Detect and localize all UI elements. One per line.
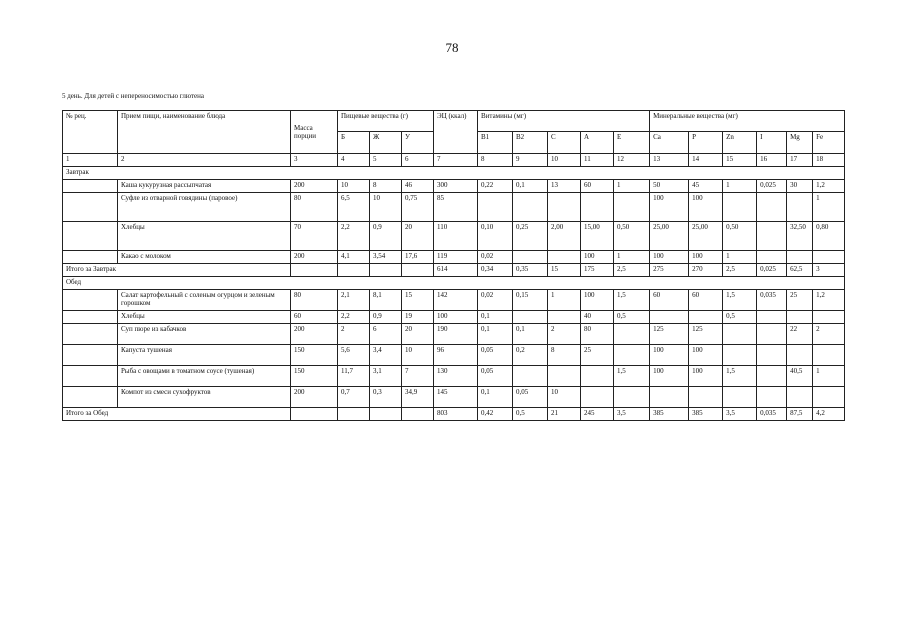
value-cell: 80 [581,324,614,345]
value-cell: 130 [434,366,478,387]
value-cell: 1 [813,366,845,387]
value-cell: 0,02 [478,290,513,311]
value-cell [548,366,581,387]
total-value: 3 [813,264,845,277]
value-cell: 150 [291,345,338,366]
total-value: 803 [434,408,478,421]
total-value: 62,5 [787,264,813,277]
table-row [63,366,845,387]
empty-cell [370,264,402,277]
subheader-cell: B1 [478,132,513,154]
empty-cell [338,264,370,277]
page-number: 78 [445,40,459,55]
value-cell [581,193,614,222]
value-cell: 6,5 [338,193,370,222]
value-cell: 145 [434,387,478,408]
value-cell: 200 [291,180,338,193]
value-cell: 2,00 [548,222,581,251]
total-value: 175 [581,264,614,277]
column-number: 4 [338,154,370,167]
value-cell: 25,00 [650,222,689,251]
value-cell: 0,25 [513,222,548,251]
value-cell [478,193,513,222]
table-row [63,222,845,251]
value-cell: 0,22 [478,180,513,193]
value-cell: 70 [291,222,338,251]
column-number: 8 [478,154,513,167]
column-number: 17 [787,154,813,167]
total-value: 270 [689,264,723,277]
empty-cell [291,264,338,277]
table-row [63,251,845,264]
dish-name: Рыба с овощами в томатном соусе (тушеная) [118,366,291,387]
value-cell: 85 [434,193,478,222]
value-cell [757,345,787,366]
value-cell: 200 [291,324,338,345]
value-cell: 17,6 [402,251,434,264]
value-cell: 100 [650,366,689,387]
value-cell [614,193,650,222]
total-value: 0,34 [478,264,513,277]
value-cell: 1 [723,180,757,193]
value-cell: 1 [548,290,581,311]
value-cell [650,387,689,408]
empty-cell [291,408,338,421]
value-cell: 2 [338,324,370,345]
value-cell: 96 [434,345,478,366]
value-cell: 125 [689,324,723,345]
subheader-cell: I [757,132,787,154]
value-cell: 25 [787,290,813,311]
column-number: 6 [402,154,434,167]
value-cell: 40,5 [787,366,813,387]
subheader-cell: Ж [370,132,402,154]
value-cell: 6 [370,324,402,345]
value-cell [548,251,581,264]
value-cell [513,251,548,264]
dish-name: Суп пюре из кабачков [118,324,291,345]
value-cell [723,193,757,222]
value-cell: 0,1 [478,311,513,324]
dish-name: Хлебцы [118,311,291,324]
value-cell: 100 [650,251,689,264]
value-cell [548,193,581,222]
value-cell: 8 [370,180,402,193]
total-value: 2,5 [614,264,650,277]
total-value: 245 [581,408,614,421]
column-number: 2 [118,154,291,167]
table-row [63,324,845,345]
breakfast-section [63,167,845,277]
value-cell: 1,5 [723,290,757,311]
value-cell: 20 [402,222,434,251]
column-number: 10 [548,154,581,167]
total-value: 0,42 [478,408,513,421]
value-cell: 10 [548,387,581,408]
empty-cell [402,408,434,421]
total-value: 2,5 [723,264,757,277]
value-cell [757,311,787,324]
column-number: 15 [723,154,757,167]
value-cell: 10 [370,193,402,222]
dish-name: Какао с молоком [118,251,291,264]
value-cell: 0,1 [478,324,513,345]
value-cell [787,345,813,366]
value-cell [813,251,845,264]
value-cell: 1 [614,251,650,264]
dish-name: Каша кукурузная рассыпчатая [118,180,291,193]
value-cell: 0,1 [513,180,548,193]
section-header-row [63,277,845,290]
subheader-cell: Ca [650,132,689,154]
total-value: 87,5 [787,408,813,421]
table-row [63,193,845,222]
value-cell [757,251,787,264]
subheader-cell: Б [338,132,370,154]
value-cell [581,366,614,387]
total-value: 614 [434,264,478,277]
value-cell: 2 [813,324,845,345]
total-value: 275 [650,264,689,277]
recipe-number [63,387,118,408]
value-cell: 125 [650,324,689,345]
value-cell: 142 [434,290,478,311]
recipe-number [63,345,118,366]
value-cell: 0,9 [370,222,402,251]
dish-name: Суфле из отварной говядины (паровое) [118,193,291,222]
value-cell: 119 [434,251,478,264]
value-cell [614,387,650,408]
value-cell: 80 [291,290,338,311]
value-cell: 30 [787,180,813,193]
value-cell [513,193,548,222]
value-cell [757,193,787,222]
value-cell [787,387,813,408]
header-nutrients: Пищевые вещества (г) [338,111,434,132]
value-cell: 32,50 [787,222,813,251]
subheader-cell: Zn [723,132,757,154]
value-cell: 11,7 [338,366,370,387]
value-cell: 7 [402,366,434,387]
total-label: Итого за Обед [63,408,291,421]
recipe-number [63,222,118,251]
total-value: 0,035 [757,408,787,421]
value-cell: 0,15 [513,290,548,311]
subheader-cell: C [548,132,581,154]
value-cell [787,193,813,222]
value-cell [723,324,757,345]
column-number: 18 [813,154,845,167]
value-cell: 25 [581,345,614,366]
value-cell: 15,00 [581,222,614,251]
value-cell: 4,1 [338,251,370,264]
empty-cell [402,264,434,277]
total-value: 3,5 [723,408,757,421]
value-cell: 0,05 [478,366,513,387]
value-cell [813,387,845,408]
table-row [63,290,845,311]
value-cell: 1,2 [813,290,845,311]
value-cell [757,222,787,251]
subheader-cell: E [614,132,650,154]
header-energy: ЭЦ (ккал) [434,111,478,154]
header-vitamins: Витамины (мг) [478,111,650,132]
value-cell: 45 [689,180,723,193]
value-cell [614,345,650,366]
value-cell: 300 [434,180,478,193]
value-cell: 0,2 [513,345,548,366]
value-cell: 100 [689,193,723,222]
value-cell [813,345,845,366]
value-cell: 0,5 [614,311,650,324]
value-cell: 22 [787,324,813,345]
value-cell: 2,2 [338,222,370,251]
empty-cell [370,408,402,421]
value-cell [650,311,689,324]
column-number: 12 [614,154,650,167]
header-minerals: Минеральные вещества (мг) [650,111,845,132]
value-cell: 0,02 [478,251,513,264]
value-cell: 13 [548,180,581,193]
value-cell: 2 [548,324,581,345]
column-number-row [63,154,845,167]
value-cell: 1,5 [723,366,757,387]
value-cell: 0,05 [513,387,548,408]
page-subtitle: 5 день. Для детей с непереносимостью глютена [62,92,204,100]
recipe-number [63,290,118,311]
value-cell: 8 [548,345,581,366]
table-row [63,345,845,366]
value-cell: 60 [581,180,614,193]
total-value: 15 [548,264,581,277]
value-cell: 15 [402,290,434,311]
value-cell: 110 [434,222,478,251]
table-row [63,387,845,408]
value-cell: 100 [650,193,689,222]
value-cell [787,311,813,324]
total-value: 4,2 [813,408,845,421]
total-label: Итого за Завтрак [63,264,291,277]
empty-cell [338,408,370,421]
recipe-number [63,251,118,264]
value-cell: 20 [402,324,434,345]
value-cell: 100 [434,311,478,324]
dish-name: Салат картофельный с соленым огурцом и зеленым горошком [118,290,291,311]
value-cell: 1,5 [614,290,650,311]
value-cell [689,387,723,408]
value-cell: 5,6 [338,345,370,366]
value-cell: 1 [614,180,650,193]
recipe-number [63,324,118,345]
table-row [63,180,845,193]
recipe-number [63,180,118,193]
value-cell: 10 [338,180,370,193]
value-cell: 100 [581,251,614,264]
value-cell: 100 [689,251,723,264]
value-cell: 80 [291,193,338,222]
value-cell [513,311,548,324]
column-number: 9 [513,154,548,167]
value-cell: 40 [581,311,614,324]
total-value: 3,5 [614,408,650,421]
total-row [63,264,845,277]
value-cell [581,387,614,408]
table-row [63,311,845,324]
value-cell: 19 [402,311,434,324]
value-cell: 3,54 [370,251,402,264]
subheader-cell: Mg [787,132,813,154]
value-cell: 0,50 [723,222,757,251]
value-cell [614,324,650,345]
subheader-cell: A [581,132,614,154]
column-number: 14 [689,154,723,167]
recipe-number [63,311,118,324]
value-cell: 10 [402,345,434,366]
subheader-cell: P [689,132,723,154]
value-cell [757,387,787,408]
value-cell: 1 [813,193,845,222]
value-cell [723,345,757,366]
value-cell: 0,5 [723,311,757,324]
value-cell: 0,1 [513,324,548,345]
value-cell: 2,1 [338,290,370,311]
dish-name: Компот из смеси сухофруктов [118,387,291,408]
nutrition-table [62,110,845,421]
value-cell: 60 [291,311,338,324]
value-cell: 60 [689,290,723,311]
subheader-cell: У [402,132,434,154]
value-cell: 100 [689,366,723,387]
value-cell: 1,2 [813,180,845,193]
value-cell: 150 [291,366,338,387]
value-cell [813,311,845,324]
value-cell: 50 [650,180,689,193]
total-value: 385 [650,408,689,421]
table-header-row [63,111,845,132]
column-number: 13 [650,154,689,167]
dish-name: Хлебцы [118,222,291,251]
value-cell: 0,025 [757,180,787,193]
value-cell: 100 [581,290,614,311]
value-cell [757,366,787,387]
dish-name: Капуста тушеная [118,345,291,366]
total-row [63,408,845,421]
value-cell: 34,9 [402,387,434,408]
value-cell: 25,00 [689,222,723,251]
header-portion: Масса порции [291,111,338,154]
value-cell [689,311,723,324]
column-number: 3 [291,154,338,167]
value-cell: 0,75 [402,193,434,222]
value-cell: 60 [650,290,689,311]
header-rec-no: № рец. [63,111,118,154]
total-value: 385 [689,408,723,421]
recipe-number [63,366,118,387]
value-cell: 100 [650,345,689,366]
value-cell [787,251,813,264]
value-cell: 190 [434,324,478,345]
column-number: 5 [370,154,402,167]
value-cell: 0,7 [338,387,370,408]
value-cell: 3,1 [370,366,402,387]
value-cell: 200 [291,251,338,264]
total-value: 0,5 [513,408,548,421]
total-value: 0,35 [513,264,548,277]
subheader-cell: Fe [813,132,845,154]
value-cell: 0,9 [370,311,402,324]
column-number: 11 [581,154,614,167]
value-cell: 0,50 [614,222,650,251]
column-number: 7 [434,154,478,167]
header-meal: Прием пищи, наименование блюда [118,111,291,154]
total-value: 0,025 [757,264,787,277]
subheader-cell: B2 [513,132,548,154]
total-value: 21 [548,408,581,421]
value-cell: 8,1 [370,290,402,311]
value-cell: 0,05 [478,345,513,366]
recipe-number [63,193,118,222]
value-cell: 1,5 [614,366,650,387]
lunch-section [63,277,845,421]
value-cell: 0,3 [370,387,402,408]
value-cell: 0,10 [478,222,513,251]
value-cell [548,311,581,324]
value-cell: 46 [402,180,434,193]
value-cell: 0,1 [478,387,513,408]
value-cell: 0,035 [757,290,787,311]
section-title: Завтрак [63,167,845,180]
value-cell: 100 [689,345,723,366]
value-cell: 200 [291,387,338,408]
value-cell [723,387,757,408]
value-cell [757,324,787,345]
value-cell: 0,80 [813,222,845,251]
column-number: 1 [63,154,118,167]
column-number: 16 [757,154,787,167]
value-cell: 1 [723,251,757,264]
value-cell: 2,2 [338,311,370,324]
section-header-row [63,167,845,180]
value-cell: 3,4 [370,345,402,366]
value-cell [513,366,548,387]
section-title: Обед [63,277,845,290]
